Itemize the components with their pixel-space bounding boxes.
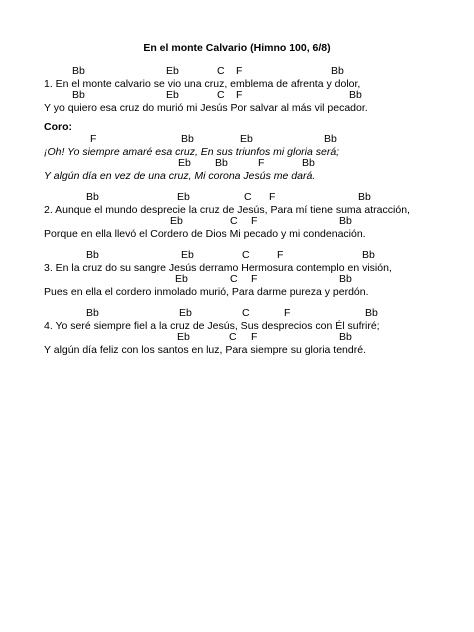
chord: Eb — [166, 65, 179, 77]
chord: Bb — [331, 65, 344, 77]
chord: Bb — [72, 89, 85, 101]
chord: C — [244, 191, 252, 203]
lyric-text: ¡Oh! Yo siempre amaré esa cruz, En sus triunfos mi gloria será; — [44, 146, 340, 158]
chord: C — [217, 89, 225, 101]
chord-line — [0, 330, 474, 344]
chord: F — [269, 191, 276, 203]
lyric-line — [0, 169, 474, 183]
chord: F — [284, 307, 291, 319]
chord: Bb — [181, 133, 194, 145]
chord: Bb — [362, 249, 375, 261]
chord: F — [236, 65, 243, 77]
lyric-line — [0, 285, 474, 299]
chord-line — [0, 190, 474, 204]
lyric-text: Pues en ella el cordero inmolado murió, Para darme pureza y perdón. — [44, 286, 369, 298]
chord-line — [0, 64, 474, 78]
lyric-line — [0, 227, 474, 241]
chord: F — [90, 133, 97, 145]
chord: Bb — [215, 157, 228, 169]
chorus-label: Coro: — [44, 121, 72, 133]
lyric-line — [0, 343, 474, 357]
chord: Eb — [179, 307, 192, 319]
chord: Bb — [339, 331, 352, 343]
chord-line — [0, 306, 474, 320]
chord: Bb — [324, 133, 337, 145]
chord: C — [217, 65, 225, 77]
chord: Bb — [72, 65, 85, 77]
chord: Eb — [240, 133, 253, 145]
chord: C — [230, 215, 238, 227]
chord-line — [0, 248, 474, 262]
chord: Bb — [86, 249, 99, 261]
chord: F — [251, 273, 258, 285]
chord: Eb — [178, 157, 191, 169]
chord: Bb — [86, 191, 99, 203]
song-title: En el monte Calvario (Himno 100, 6/8) — [143, 42, 331, 54]
chord-line — [0, 132, 474, 146]
lyric-text: 1. En el monte calvario se vio una cruz, emblema de afrenta y dolor, — [44, 78, 361, 90]
lyric-text: 2. Aunque el mundo desprecie la cruz de Jesús, Para mí tiene suma atracción, — [44, 204, 410, 216]
chord: Bb — [339, 273, 352, 285]
chord: Bb — [365, 307, 378, 319]
chord-line — [0, 272, 474, 286]
chord: Eb — [175, 273, 188, 285]
chord: Eb — [181, 249, 194, 261]
chord: Eb — [177, 191, 190, 203]
chord: F — [251, 331, 258, 343]
chord: C — [229, 331, 237, 343]
chord: C — [242, 249, 250, 261]
chord: Eb — [166, 89, 179, 101]
chord: F — [277, 249, 284, 261]
lyric-line — [0, 101, 474, 115]
chord: F — [258, 157, 265, 169]
lyric-text: Y algún día en vez de una cruz, Mi corona Jesús me dará. — [44, 170, 316, 182]
chord-line — [0, 156, 474, 170]
lyric-text: Porque en ella llevó el Cordero de Dios Mi pecado y mi condenación. — [44, 228, 366, 240]
lyric-text: Y algún día feliz con los santos en luz, Para siempre su gloria tendré. — [44, 344, 366, 356]
lyric-text: 3. En la cruz do su sangre Jesús derramo Hermosura contemplo en visión, — [44, 262, 392, 274]
chord: Bb — [86, 307, 99, 319]
chord-line — [0, 88, 474, 102]
chord: Bb — [339, 215, 352, 227]
chord: Bb — [302, 157, 315, 169]
chord: Eb — [177, 331, 190, 343]
chord-line — [0, 214, 474, 228]
chord: C — [230, 273, 238, 285]
lyric-text: Y yo quiero esa cruz do murió mi Jesús Por salvar al más vil pecador. — [44, 102, 368, 114]
chord: Bb — [349, 89, 362, 101]
chord: C — [242, 307, 250, 319]
chord: F — [251, 215, 258, 227]
chord: F — [236, 89, 243, 101]
lyric-text: 4. Yo seré siempre fiel a la cruz de Jesús, Sus desprecios con Él sufriré; — [44, 320, 380, 332]
chord: Bb — [358, 191, 371, 203]
chord: Eb — [170, 215, 183, 227]
